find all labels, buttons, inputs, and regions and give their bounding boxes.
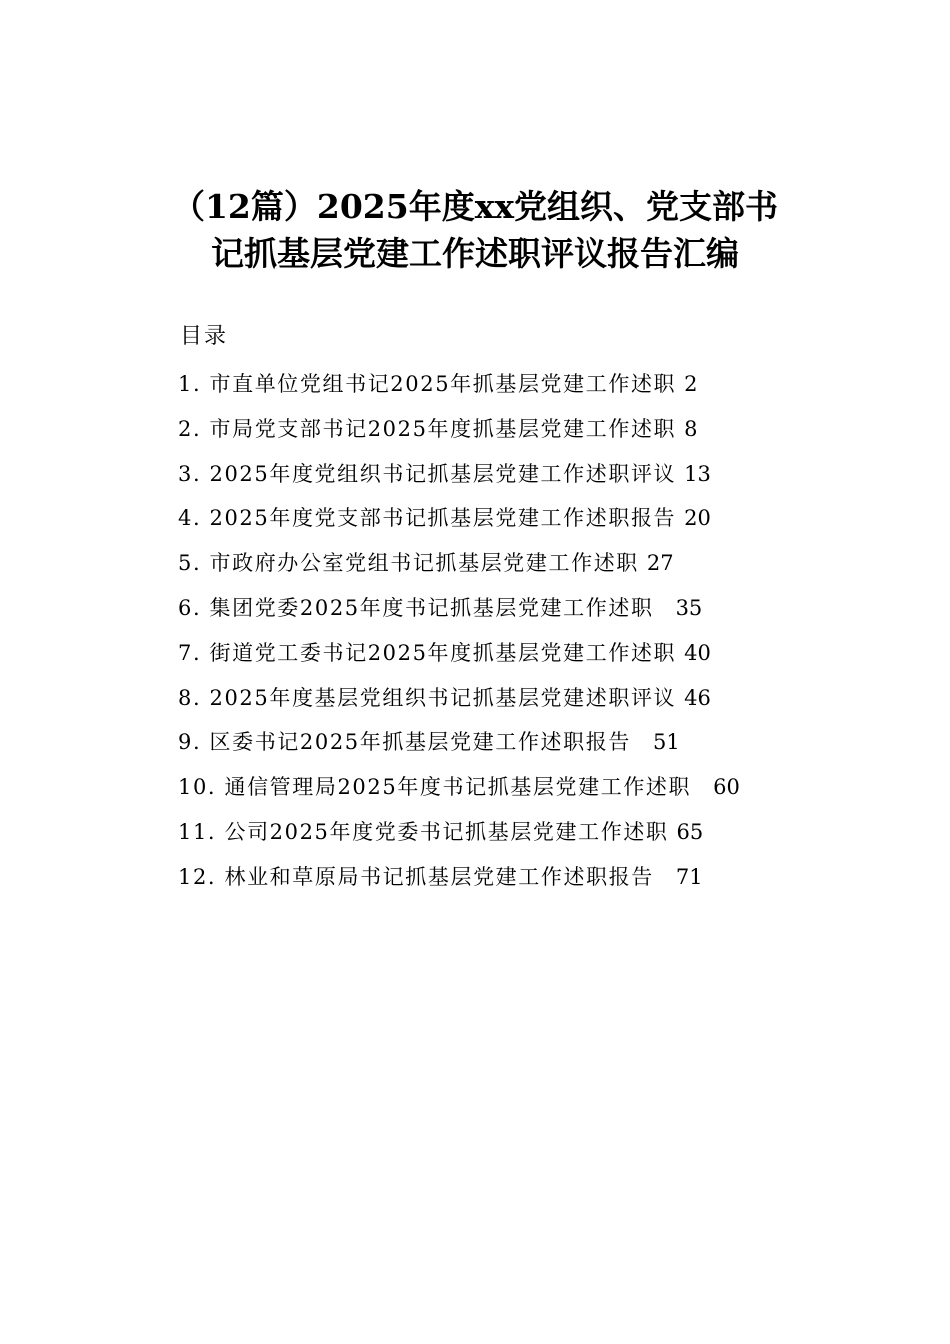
toc-item: [178, 635, 740, 680]
toc-item-page: 71: [675, 864, 703, 889]
toc-item: [178, 500, 740, 545]
toc-item-text: 12. 林业和草原局书记抓基层党建工作述职报告: [178, 864, 654, 889]
toc-item-page: 40: [684, 640, 711, 665]
document-title-line-1: （12篇）2025年度xx党组织、党支部书: [171, 187, 779, 226]
toc-item-page: 13: [684, 461, 711, 486]
toc-item-text: 8. 2025年度基层党组织书记抓基层党建述职评议: [178, 685, 677, 710]
toc-item-text: 4. 2025年度党支部书记抓基层党建工作述职报告: [178, 506, 677, 531]
toc-item-text: 2. 市局党支部书记2025年度抓基层党建工作述职: [178, 416, 677, 441]
toc-item: [178, 814, 740, 859]
toc-item-text: 5. 市政府办公室党组书记抓基层党建工作述职: [178, 551, 639, 576]
toc-item-page: 27: [646, 551, 674, 576]
toc-item-page: 20: [684, 506, 711, 531]
toc-item-text: 11. 公司2025年度党委书记抓基层党建工作述职: [178, 819, 669, 844]
toc-item: [178, 769, 740, 814]
toc-item-page: 8: [684, 416, 698, 441]
toc-item: [178, 545, 740, 590]
toc-item: [178, 411, 740, 456]
toc-item: [178, 859, 740, 904]
toc-item-page: 2: [684, 372, 698, 396]
document-title: [120, 183, 830, 277]
toc-item-page: 35: [675, 595, 703, 620]
toc-item: [178, 590, 740, 635]
toc-item: [178, 366, 740, 411]
toc-item-text: 7. 街道党工委书记2025年度抓基层党建工作述职: [178, 640, 677, 665]
toc-item-page: 46: [684, 685, 711, 710]
toc-item-text: 9. 区委书记2025年抓基层党建工作述职报告: [178, 730, 631, 755]
toc-item-text: 10. 通信管理局2025年度书记抓基层党建工作述职: [178, 775, 692, 800]
toc-item-page: 51: [652, 730, 680, 755]
table-of-contents: [178, 366, 740, 904]
toc-item-page: 60: [713, 775, 740, 800]
toc-item: [178, 456, 740, 501]
document-title-line-2: 记抓基层党建工作述职评议报告汇编: [211, 234, 739, 273]
toc-item-page: 65: [676, 819, 704, 844]
toc-item-text: 3. 2025年度党组织书记抓基层党建工作述职评议: [178, 461, 677, 486]
toc-item: [178, 680, 740, 725]
toc-item-text: 6. 集团党委2025年度书记抓基层党建工作述职: [178, 595, 654, 620]
toc-heading: 目录: [180, 324, 229, 349]
toc-item: [178, 724, 740, 769]
toc-item-text: 1. 市直单位党组书记2025年抓基层党建工作述职: [178, 372, 677, 396]
